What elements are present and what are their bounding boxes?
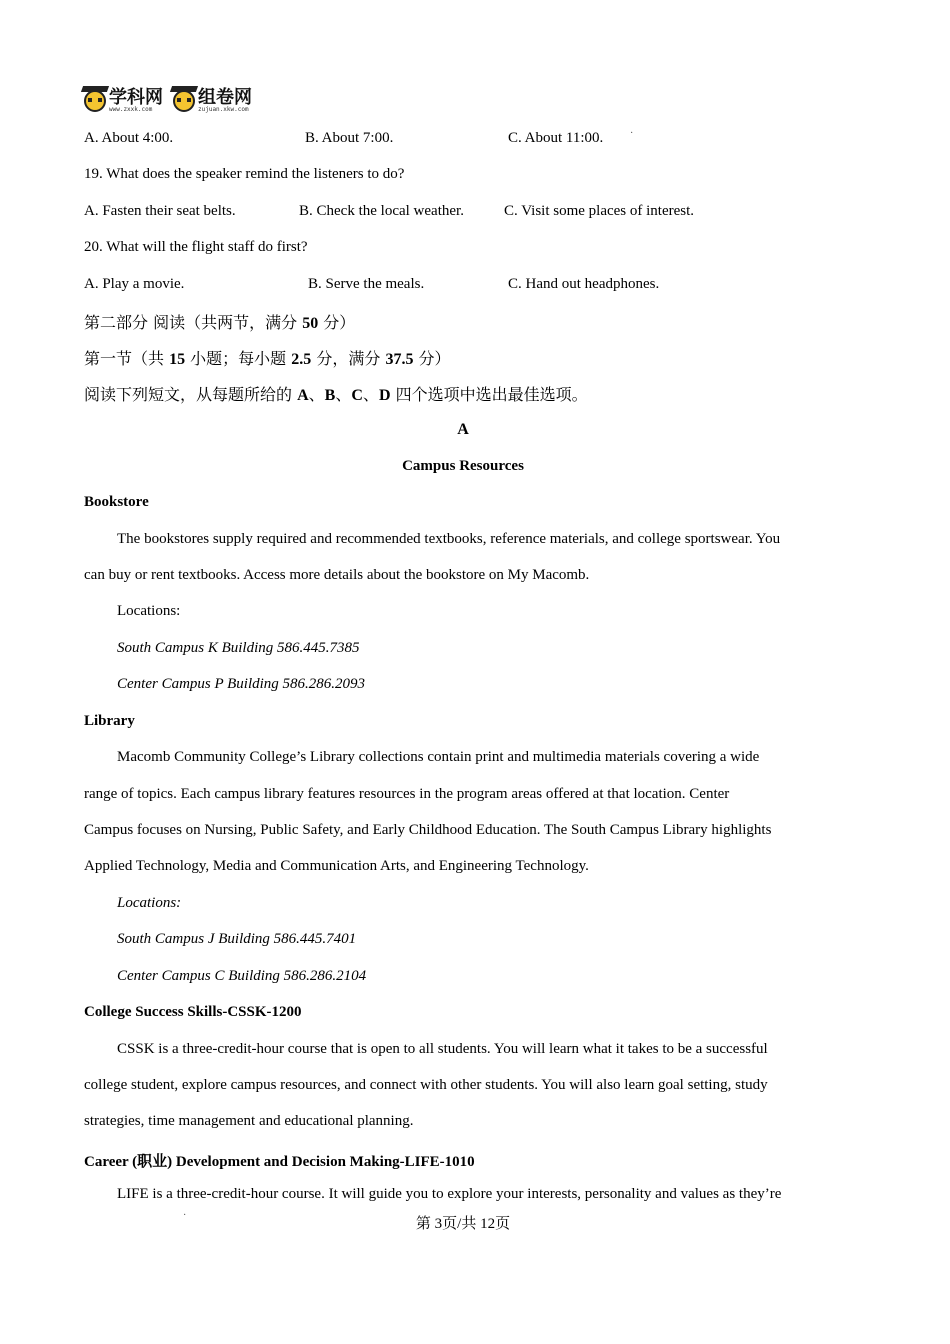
library-location-2: Center Campus C Building 586.286.2104 (117, 968, 367, 984)
q19-option-c: C. Visit some places of interest. (504, 203, 695, 219)
bookstore-location-2: Center Campus P Building 586.286.2093 (117, 676, 366, 692)
brand2-url: zujuan.xkw.com (198, 106, 249, 113)
owl-mascot-icon (84, 90, 106, 112)
cssk-text-line1: CSSK is a three-credit-hour course that is open to all students. You will learn what it takes to be a successful (117, 1041, 768, 1057)
bookstore-locations-label: Locations: (117, 603, 181, 619)
cssk-heading: College Success Skills-CSSK-1200 (84, 1004, 302, 1020)
bookstore-text-line2: can buy or rent textbooks. Access more details about the bookstore on My Macomb. (84, 567, 590, 583)
q20-question: 20. What will the flight staff do first? (84, 239, 308, 255)
library-text-line4: Applied Technology, Media and Communication Arts, and Engineering Technology. (84, 858, 589, 874)
library-text-line3: Campus focuses on Nursing, Public Safety, and Early Childhood Education. The South Campus Library highlights (84, 822, 772, 838)
q19-option-b: B. Check the local weather. (299, 203, 464, 219)
library-text-line2: range of topics. Each campus library features resources in the program areas offered at that location. Center (84, 786, 730, 802)
library-locations-label: Locations: (117, 895, 182, 911)
q20-option-c: C. Hand out headphones. (508, 276, 660, 292)
reading-instructions: 阅读下列短文，从每题所给的 A、B、C、D 四个选项中选出最佳选项。 (84, 385, 588, 404)
brand1-url: www.zxxk.com (109, 106, 153, 113)
q19-option-a: A. Fasten their seat belts. (84, 203, 236, 219)
q18-option-c: C. About 11:00. (508, 130, 604, 146)
bookstore-text-line1: The bookstores supply required and recommended textbooks, reference materials, and college sportswear. You (117, 531, 781, 547)
brand2-name: 组卷网 (198, 87, 252, 108)
stray-dot: · (630, 128, 634, 139)
life-text-line1: LIFE is a three-credit-hour course. It will guide you to explore your interests, personality and values as they’re (117, 1186, 782, 1202)
header-logo (84, 85, 252, 117)
bookstore-heading: Bookstore (84, 494, 149, 510)
page-footer: 第 3页/共 12页 (415, 1216, 511, 1232)
section1-title: 第一节（共 15 小题；每小题 2.5 分，满分 37.5 分） (84, 349, 451, 368)
owl-mascot-icon (173, 90, 195, 112)
library-text-line1: Macomb Community College’s Library collections contain print and multimedia materials covering a wide (117, 749, 760, 765)
cssk-text-line2: college student, explore campus resources, and connect with other students. You will also learn goal setting, study (84, 1077, 768, 1093)
zxxk-logo (84, 89, 163, 113)
stray-dot: · (183, 1210, 187, 1221)
passage-title: Campus Resources (402, 458, 524, 474)
library-heading: Library (84, 713, 135, 729)
q20-option-b: B. Serve the meals. (308, 276, 425, 292)
life-heading: Career (职业) Development and Decision Making-LIFE-1010 (84, 1154, 475, 1170)
cssk-text-line3: strategies, time management and educational planning. (84, 1113, 414, 1129)
bookstore-location-1: South Campus K Building 586.445.7385 (117, 640, 360, 656)
q20-option-a: A. Play a movie. (84, 276, 185, 292)
part2-title: 第二部分 阅读（共两节，满分 50 分） (84, 313, 356, 332)
q18-option-a: A. About 4:00. (84, 130, 174, 146)
q18-option-b: B. About 7:00. (305, 130, 394, 146)
zujuan-logo (173, 89, 252, 113)
library-location-1: South Campus J Building 586.445.7401 (117, 931, 357, 947)
brand1-name: 学科网 (109, 87, 163, 108)
passage-letter: A (457, 421, 469, 438)
q19-question: 19. What does the speaker remind the listeners to do? (84, 166, 405, 182)
